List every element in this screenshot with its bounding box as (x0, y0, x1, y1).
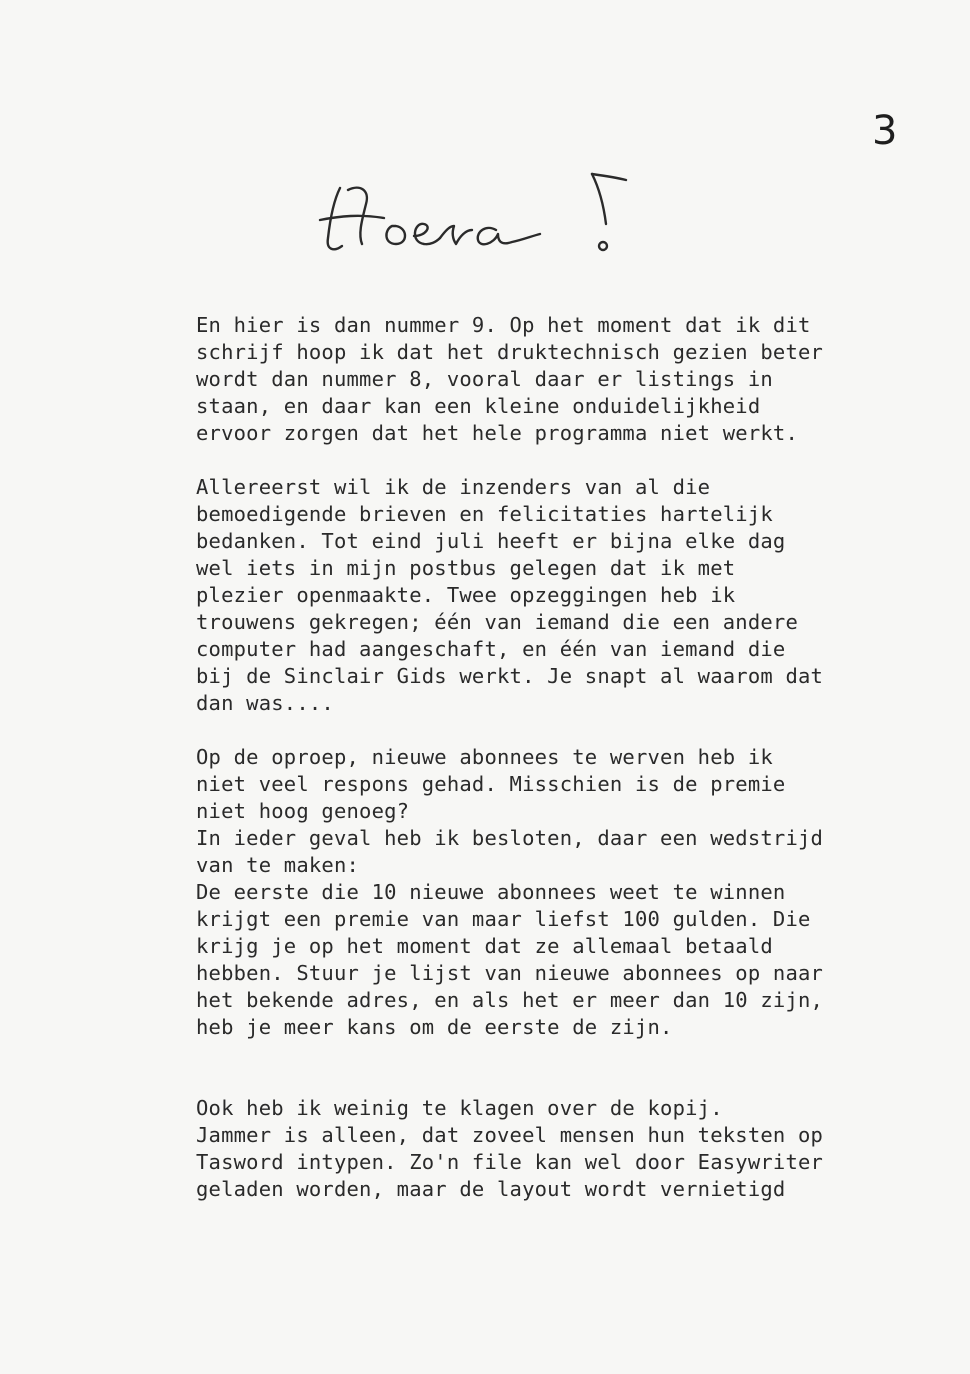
text-line: trouwens gekregen; één van iemand die een andere (196, 610, 799, 634)
text-line: plezier openmaakte. Twee opzeggingen heb ik (196, 583, 736, 607)
text-line: Jammer is alleen, dat zoveel mensen hun teksten op (196, 1123, 824, 1147)
text-line: hebben. Stuur je lijst van nieuwe abonnees op naar (196, 961, 824, 985)
text-line: bemoedigende brieven en felicitaties hartelijk (196, 502, 773, 526)
text-line: heb je meer kans om de eerste de zijn. (196, 1015, 673, 1039)
text-line: De eerste die 10 nieuwe abonnees weet te winnen (196, 880, 786, 904)
text-line: dan was.... (196, 691, 334, 715)
handwritten-title (300, 160, 660, 270)
text-line: krijgt een premie van maar liefst 100 gulden. Die (196, 907, 811, 931)
text-line: Op de oproep, nieuwe abonnees te werven heb ik (196, 745, 773, 769)
text-line: ervoor zorgen dat het hele programma niet werkt. (196, 421, 799, 445)
text-line: wordt dan nummer 8, vooral daar er listings in (196, 367, 773, 391)
text-line: bij de Sinclair Gids werkt. Je snapt al waarom dat (196, 664, 824, 688)
text-line: In ieder geval heb ik besloten, daar een wedstrijd (196, 826, 824, 850)
text-line: krijg je op het moment dat ze allemaal betaald (196, 934, 773, 958)
text-line: wel iets in mijn postbus gelegen dat ik met (196, 556, 736, 580)
text-line: Ook heb ik weinig te klagen over de kopij. (196, 1096, 723, 1120)
text-line: geladen worden, maar de layout wordt vernietigd (196, 1177, 786, 1201)
text-line: van te maken: (196, 853, 360, 877)
paragraph-copy (196, 1095, 916, 1203)
text-line: het bekende adres, en als het er meer dan 10 zijn, (196, 988, 824, 1012)
text-line: computer had aangeschaft, en één van iemand die (196, 637, 786, 661)
text-line: Tasword intypen. Zo'n file kan wel door Easywriter (196, 1150, 824, 1174)
paragraph-contest (196, 744, 916, 1041)
paragraph-intro (196, 312, 916, 447)
page-number: 3 (872, 108, 898, 154)
text-line: Allereerst wil ik de inzenders van al die (196, 475, 711, 499)
body-text (196, 312, 916, 1230)
text-line: staan, en daar kan een kleine onduidelijkheid (196, 394, 761, 418)
text-line: niet veel respons gehad. Misschien is de premie (196, 772, 786, 796)
text-line: schrijf hoop ik dat het druktechnisch gezien beter (196, 340, 824, 364)
text-line: bedanken. Tot eind juli heeft er bijna elke dag (196, 529, 786, 553)
text-line: niet hoog genoeg? (196, 799, 410, 823)
handwritten-title-graphic (300, 160, 660, 270)
paragraph-thanks (196, 474, 916, 717)
text-line: En hier is dan nummer 9. Op het moment dat ik dit (196, 313, 811, 337)
